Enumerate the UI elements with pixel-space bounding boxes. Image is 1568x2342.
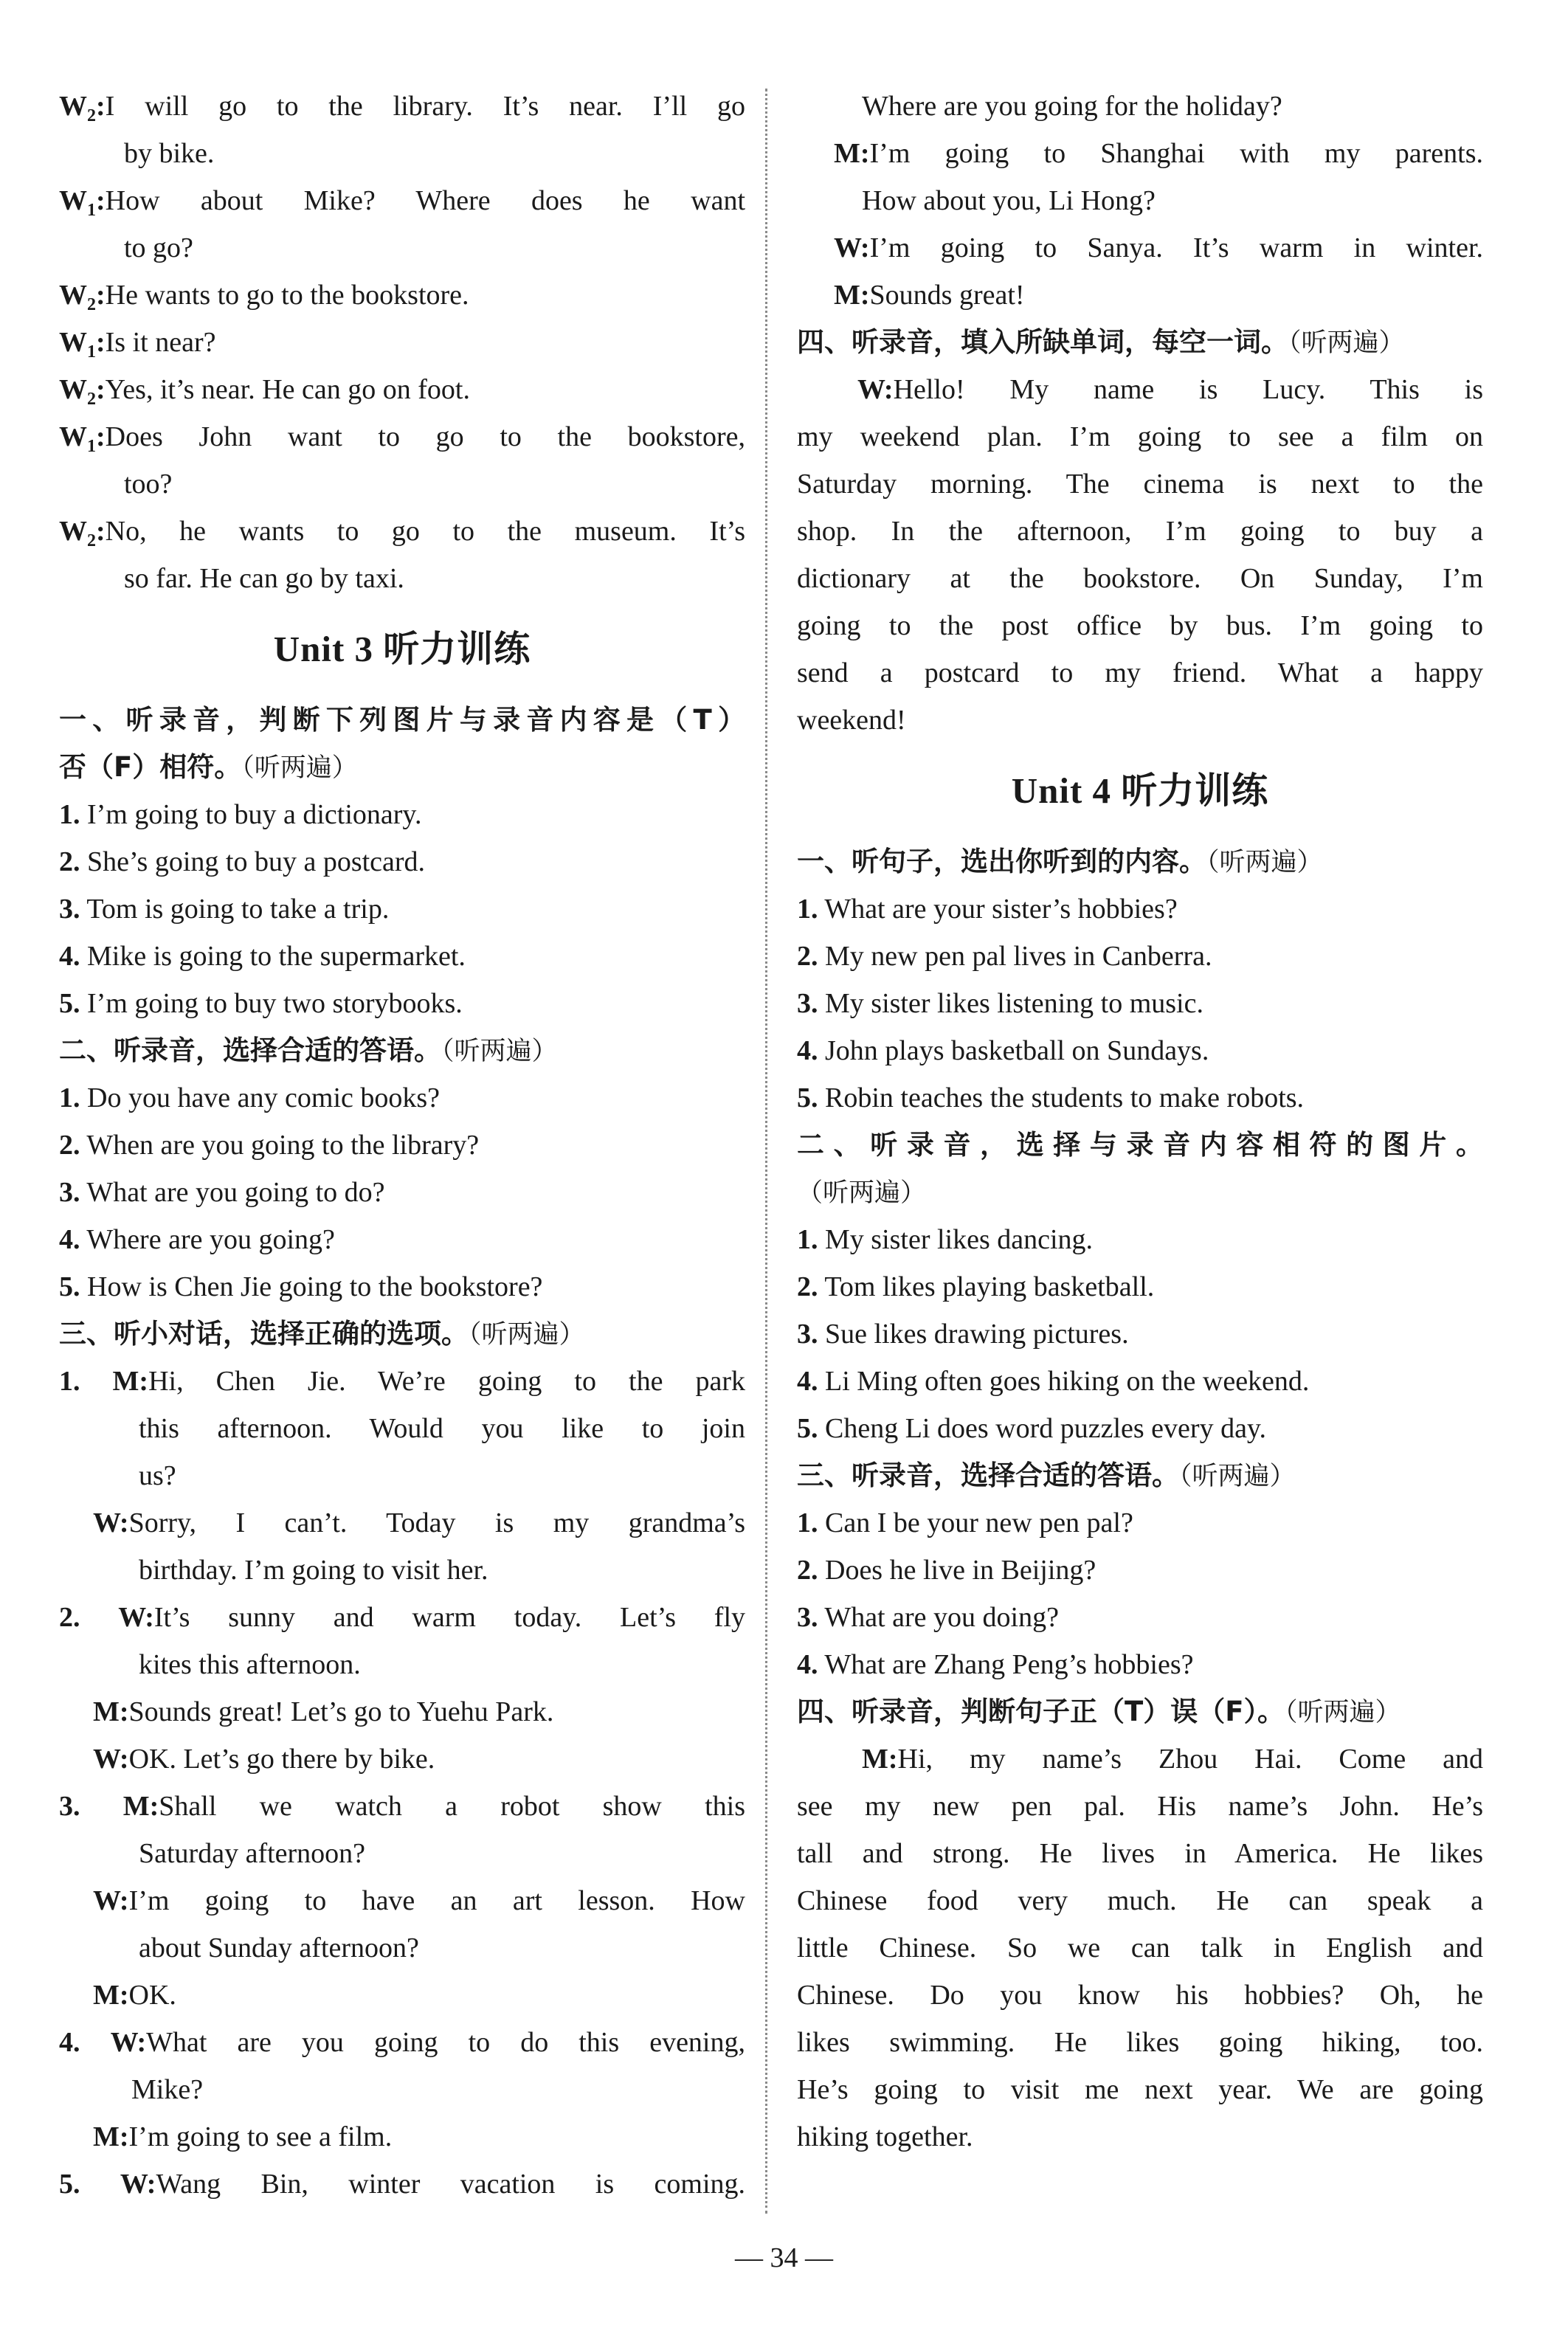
- speaker-letter: W: [120, 2169, 147, 2200]
- listen-twice-note: （听两遍）: [1179, 1462, 1296, 1491]
- speaker-letter: W: [93, 1507, 120, 1538]
- line-text: 一、听录音，判断下列图片与录音内容是（T）: [59, 704, 745, 736]
- line-text: too?: [124, 469, 173, 500]
- line-text: Sounds great!: [869, 280, 1025, 311]
- text-line: [797, 885, 1483, 933]
- speaker-letter: M: [862, 1744, 888, 1775]
- item-number: 2.: [59, 1130, 80, 1161]
- item-number: 5.: [797, 1082, 818, 1113]
- speaker-letter: W: [59, 91, 87, 122]
- item-number: 4.: [797, 1035, 818, 1066]
- line-text: What are Zhang Peng’s hobbies?: [824, 1649, 1194, 1680]
- line-text: Where are you going?: [86, 1224, 335, 1255]
- text-line: [797, 130, 1483, 177]
- text-line: [59, 2160, 745, 2208]
- speaker-label: $W_2$:: [59, 516, 106, 550]
- speaker-label: $W_2$:: [59, 280, 106, 314]
- text-line: [59, 1830, 745, 1877]
- item-number: 2.: [59, 1602, 80, 1633]
- line-text: shop. In the afternoon, I’m going to buy a: [797, 516, 1483, 547]
- line-text: What are you doing?: [824, 1602, 1059, 1633]
- line-text: OK. Let’s go there by bike.: [128, 1744, 435, 1775]
- text-line: [59, 791, 745, 838]
- line-text: 二、听录音，选择合适的答语。: [59, 1034, 441, 1066]
- text-line: [59, 1122, 745, 1169]
- text-line: [797, 2066, 1483, 2113]
- text-line: [797, 177, 1483, 224]
- speaker-letter: M: [93, 2121, 120, 2152]
- line-text: Hi, Chen Jie. We’re going to the park: [148, 1366, 745, 1397]
- speaker-label: W:: [93, 1885, 129, 1916]
- line-text: about Sunday afternoon?: [139, 1932, 419, 1963]
- item-number: 3.: [59, 894, 80, 925]
- line-text: She’s going to buy a postcard.: [87, 846, 426, 877]
- line-text: Does he live in Beijing?: [825, 1555, 1096, 1586]
- line-text: Hello! My name is Lucy. This is: [893, 374, 1483, 405]
- speaker-label: W:: [120, 2169, 156, 2200]
- text-line: [797, 272, 1483, 319]
- line-text: Can I be your new pen pal?: [825, 1507, 1133, 1538]
- section-heading: [797, 319, 1483, 366]
- line-text: I’m going to see a film.: [128, 2121, 393, 2152]
- speaker-subscript: 2: [87, 390, 96, 409]
- line-text: Robin teaches the students to make robots.: [825, 1082, 1305, 1113]
- text-line: [59, 83, 745, 130]
- speaker-subscript: 2: [87, 295, 96, 314]
- line-text: Does John want to go to the bookstore,: [105, 421, 745, 452]
- text-line: [59, 366, 745, 413]
- line-text: Sorry, I can’t. Today is my grandma’s: [128, 1507, 745, 1538]
- text-line: [797, 508, 1483, 555]
- section-heading: [59, 1027, 745, 1074]
- speaker-label: W:: [857, 374, 894, 405]
- item-number: 2.: [797, 1271, 818, 1302]
- line-text: see my new pen pal. His name’s John. He’s: [797, 1791, 1483, 1822]
- text-line: [59, 1641, 745, 1688]
- speaker-label: W:: [93, 1507, 129, 1538]
- line-text: 二、听录音，选择与录音内容相符的图片。: [797, 1129, 1483, 1161]
- text-line: [59, 1405, 745, 1452]
- text-line: [797, 697, 1483, 744]
- speaker-letter: M: [122, 1791, 150, 1822]
- speaker-subscript: 2: [87, 106, 96, 125]
- listen-twice-note: （听两遍）: [797, 1178, 927, 1208]
- line-text: tall and strong. He lives in America. He likes: [797, 1838, 1483, 1869]
- line-text: I’m going to buy two storybooks.: [87, 988, 463, 1019]
- line-text: send a postcard to my friend. What a happy: [797, 657, 1483, 688]
- column-divider: [765, 89, 767, 2214]
- line-text: It’s sunny and warm today. Let’s fly: [153, 1602, 745, 1633]
- line-text: My new pen pal lives in Canberra.: [825, 941, 1212, 972]
- line-text: How is Chen Jie going to the bookstore?: [87, 1271, 543, 1302]
- speaker-letter: M: [834, 280, 860, 311]
- line-text: my weekend plan. I’m going to see a film on: [797, 421, 1483, 452]
- speaker-subscript: 1: [87, 342, 96, 362]
- line-text: Saturday afternoon?: [139, 1838, 366, 1869]
- text-line: [797, 1641, 1483, 1688]
- speaker-letter: W: [59, 185, 87, 216]
- text-line: [797, 1310, 1483, 1358]
- section-heading: [797, 1122, 1483, 1169]
- text-line: [797, 1877, 1483, 1924]
- listen-twice-note: （听两遍）: [441, 1037, 558, 1066]
- text-line: [59, 460, 745, 508]
- speaker-label: W:: [110, 2027, 147, 2058]
- speaker-letter: W: [59, 374, 87, 405]
- text-line: [59, 2066, 745, 2113]
- text-line: [797, 2113, 1483, 2160]
- line-text: Where are you going for the holiday?: [862, 91, 1282, 122]
- text-line: [59, 1263, 745, 1310]
- line-text: likes swimming. He likes going hiking, too.: [797, 2027, 1483, 2058]
- line-text: 三、听录音，选择合适的答语。: [797, 1460, 1179, 1491]
- line-text: Sounds great! Let’s go to Yuehu Park.: [128, 1696, 554, 1727]
- line-text: birthday. I’m going to visit her.: [139, 1555, 488, 1586]
- line-text: Do you have any comic books?: [87, 1082, 441, 1113]
- speaker-letter: M: [93, 1980, 120, 2011]
- line-text: to go?: [124, 232, 193, 263]
- text-line: [59, 2019, 745, 2066]
- text-line: [797, 366, 1483, 413]
- text-line: [797, 1499, 1483, 1547]
- speaker-label: M:: [122, 1791, 159, 1822]
- section-heading: [797, 1169, 1483, 1216]
- line-text: What are you going to do?: [86, 1177, 385, 1208]
- item-number: 4.: [59, 2027, 80, 2058]
- listen-twice-note: （听两遍）: [1285, 1698, 1401, 1727]
- text-line: [59, 555, 745, 602]
- section-heading: [797, 1452, 1483, 1499]
- speaker-subscript: 2: [87, 531, 96, 550]
- line-text: Shall we watch a robot show this: [159, 1791, 745, 1822]
- line-text: John plays basketball on Sundays.: [825, 1035, 1209, 1066]
- item-number: 5.: [797, 1413, 818, 1444]
- text-line: [797, 1027, 1483, 1074]
- item-number: 1.: [59, 1366, 80, 1397]
- line-text: Unit 3 听力训练: [273, 629, 531, 669]
- page-number: — 34 —: [735, 2242, 833, 2273]
- item-number: 2.: [797, 941, 818, 972]
- text-line: [59, 1358, 745, 1405]
- text-line: [59, 1074, 745, 1122]
- right-column: [797, 83, 1483, 2160]
- speaker-letter: W: [59, 516, 87, 547]
- item-number: 5.: [59, 2169, 80, 2200]
- text-line: [59, 1877, 745, 1924]
- line-text: Mike is going to the supermarket.: [87, 941, 466, 972]
- text-line: [59, 1924, 745, 1972]
- speaker-letter: W: [857, 374, 884, 405]
- item-number: 4.: [59, 1224, 80, 1255]
- left-column: [59, 83, 745, 2208]
- line-text: Tom likes playing basketball.: [824, 1271, 1155, 1302]
- text-line: [797, 413, 1483, 460]
- text-line: [797, 933, 1483, 980]
- speaker-label: W:: [118, 1602, 154, 1633]
- line-text: 否（F）相符。: [59, 751, 242, 783]
- item-number: 1.: [59, 1082, 80, 1113]
- line-text: kites this afternoon.: [139, 1649, 361, 1680]
- text-line: [59, 1594, 745, 1641]
- speaker-letter: M: [834, 138, 860, 169]
- text-line: [59, 224, 745, 272]
- text-line: [797, 1735, 1483, 1783]
- item-number: 4.: [797, 1649, 818, 1680]
- line-text: hiking together.: [797, 2121, 973, 2152]
- line-text: I’m going to buy a dictionary.: [87, 799, 422, 830]
- item-number: 3.: [797, 988, 818, 1019]
- listen-twice-note: （听两遍）: [1206, 848, 1323, 877]
- section-heading: [59, 697, 745, 744]
- text-line: [59, 130, 745, 177]
- speaker-letter: M: [93, 1696, 120, 1727]
- text-line: [59, 885, 745, 933]
- line-text: Mike?: [131, 2074, 204, 2105]
- text-line: [797, 602, 1483, 649]
- line-text: OK.: [128, 1980, 176, 2011]
- item-number: 5.: [59, 1271, 80, 1302]
- text-line: [797, 224, 1483, 272]
- speaker-label: M:: [112, 1366, 149, 1397]
- unit-heading: [797, 744, 1483, 838]
- text-line: [797, 1216, 1483, 1263]
- listen-twice-note: （听两遍）: [1288, 328, 1405, 358]
- line-text: My sister likes listening to music.: [825, 988, 1203, 1019]
- speaker-label: M:: [93, 1696, 129, 1727]
- line-text: What are your sister’s hobbies?: [824, 894, 1178, 925]
- item-number: 2.: [59, 846, 80, 877]
- text-line: [59, 1169, 745, 1216]
- speaker-label: M:: [862, 1744, 898, 1775]
- text-line: [59, 980, 745, 1027]
- speaker-label: $W_1$:: [59, 327, 106, 362]
- line-text: 四、听录音，判断句子正（T）误（F）。: [797, 1696, 1285, 1727]
- item-number: 2.: [797, 1555, 818, 1586]
- line-text: Saturday morning. The cinema is next to the: [797, 469, 1483, 500]
- line-text: Cheng Li does word puzzles every day.: [825, 1413, 1266, 1444]
- text-line: [59, 1972, 745, 2019]
- text-line: [797, 1074, 1483, 1122]
- text-line: [797, 980, 1483, 1027]
- speaker-letter: W: [59, 327, 87, 358]
- line-text: us?: [139, 1460, 176, 1491]
- line-text: When are you going to the library?: [86, 1130, 480, 1161]
- item-number: 3.: [59, 1791, 80, 1822]
- speaker-label: $W_1$:: [59, 185, 106, 220]
- text-line: [797, 1783, 1483, 1830]
- speaker-letter: W: [59, 421, 87, 452]
- text-line: [59, 272, 745, 319]
- text-line: [797, 1924, 1483, 1972]
- speaker-label: $W_2$:: [59, 374, 106, 409]
- text-line: [59, 838, 745, 885]
- speaker-subscript: 1: [87, 201, 96, 220]
- text-line: [59, 933, 745, 980]
- line-text: Wang Bin, winter vacation is coming.: [156, 2169, 745, 2200]
- text-line: [797, 460, 1483, 508]
- speaker-letter: W: [93, 1885, 120, 1916]
- listen-twice-note: （听两遍）: [241, 753, 358, 783]
- line-text: Tom is going to take a trip.: [86, 894, 390, 925]
- speaker-subscript: 1: [87, 437, 96, 456]
- line-text: 一、听句子，选出你听到的内容。: [797, 846, 1206, 877]
- text-line: [59, 1452, 745, 1499]
- text-line: [59, 508, 745, 555]
- text-line: [797, 1405, 1483, 1452]
- line-text: I’m going to have an art lesson. How: [128, 1885, 745, 1916]
- section-heading: [797, 838, 1483, 885]
- text-line: [797, 649, 1483, 697]
- speaker-letter: W: [834, 232, 860, 263]
- line-text: I’m going to Sanya. It’s warm in winter.: [869, 232, 1483, 263]
- line-text: He’s going to visit me next year. We are going: [797, 2074, 1483, 2105]
- text-line: [797, 1972, 1483, 2019]
- speaker-letter: W: [59, 280, 87, 311]
- line-text: Is it near?: [105, 327, 216, 358]
- text-line: [797, 1594, 1483, 1641]
- speaker-label: M:: [93, 2121, 129, 2152]
- text-line: [797, 1263, 1483, 1310]
- item-number: 3.: [59, 1177, 80, 1208]
- text-line: [797, 1547, 1483, 1594]
- line-text: little Chinese. So we can talk in English and: [797, 1932, 1483, 1963]
- line-text: Chinese food very much. He can speak a: [797, 1885, 1483, 1916]
- text-line: [797, 555, 1483, 602]
- text-line: [59, 413, 745, 460]
- text-line: [59, 1499, 745, 1547]
- text-line: [59, 319, 745, 366]
- line-text: Chinese. Do you know his hobbies? Oh, he: [797, 1980, 1483, 2011]
- line-text: How about Mike? Where does he want: [105, 185, 745, 216]
- line-text: He wants to go to the bookstore.: [105, 280, 469, 311]
- text-line: [797, 2019, 1483, 2066]
- speaker-letter: W: [110, 2027, 137, 2058]
- text-line: [59, 1783, 745, 1830]
- line-text: What are you going to do this evening,: [146, 2027, 745, 2058]
- line-text: Sue likes drawing pictures.: [825, 1319, 1129, 1350]
- item-number: 4.: [797, 1366, 818, 1397]
- item-number: 5.: [59, 988, 80, 1019]
- speaker-label: W:: [93, 1744, 129, 1775]
- line-text: Hi, my name’s Zhou Hai. Come and: [897, 1744, 1483, 1775]
- speaker-label: M:: [834, 138, 870, 169]
- line-text: Yes, it’s near. He can go on foot.: [105, 374, 470, 405]
- text-line: [59, 177, 745, 224]
- text-line: [59, 1216, 745, 1263]
- speaker-label: $W_2$:: [59, 91, 106, 125]
- line-text: 三、听小对话，选择正确的选项。: [59, 1318, 469, 1350]
- listen-twice-note: （听两遍）: [469, 1320, 585, 1350]
- speaker-letter: M: [112, 1366, 139, 1397]
- section-heading: [59, 1310, 745, 1358]
- line-text: 四、听录音，填入所缺单词，每空一词。: [797, 326, 1288, 358]
- line-text: Li Ming often goes hiking on the weekend.: [825, 1366, 1310, 1397]
- line-text: I’m going to Shanghai with my parents.: [869, 138, 1483, 169]
- item-number: 1.: [797, 1224, 818, 1255]
- section-heading: [797, 1688, 1483, 1735]
- text-line: [797, 83, 1483, 130]
- text-line: [797, 1358, 1483, 1405]
- speaker-label: M:: [93, 1980, 129, 2011]
- line-text: weekend!: [797, 705, 906, 736]
- speaker-letter: W: [118, 1602, 145, 1633]
- text-line: [59, 1547, 745, 1594]
- text-line: [59, 1735, 745, 1783]
- section-heading: [59, 744, 745, 791]
- line-text: so far. He can go by taxi.: [124, 563, 404, 594]
- line-text: I will go to the library. It’s near. I’ll go: [105, 91, 745, 122]
- line-text: My sister likes dancing.: [825, 1224, 1094, 1255]
- item-number: 4.: [59, 941, 80, 972]
- line-text: No, he wants to go to the museum. It’s: [105, 516, 745, 547]
- speaker-label: $W_1$:: [59, 421, 106, 456]
- item-number: 3.: [797, 1319, 818, 1350]
- line-text: this afternoon. Would you like to join: [139, 1413, 745, 1444]
- item-number: 1.: [797, 1507, 818, 1538]
- line-text: by bike.: [124, 138, 215, 169]
- line-text: dictionary at the bookstore. On Sunday, I’m: [797, 563, 1483, 594]
- speaker-label: M:: [834, 280, 870, 311]
- speaker-letter: W: [93, 1744, 120, 1775]
- item-number: 3.: [797, 1602, 818, 1633]
- text-line: [59, 1688, 745, 1735]
- item-number: 1.: [797, 894, 818, 925]
- item-number: 1.: [59, 799, 80, 830]
- text-line: [59, 2113, 745, 2160]
- line-text: Unit 4 听力训练: [1011, 770, 1269, 811]
- line-text: How about you, Li Hong?: [862, 185, 1156, 216]
- speaker-label: W:: [834, 232, 870, 263]
- line-text: going to the post office by bus. I’m going to: [797, 610, 1483, 641]
- text-line: [797, 1830, 1483, 1877]
- unit-heading: [59, 602, 745, 697]
